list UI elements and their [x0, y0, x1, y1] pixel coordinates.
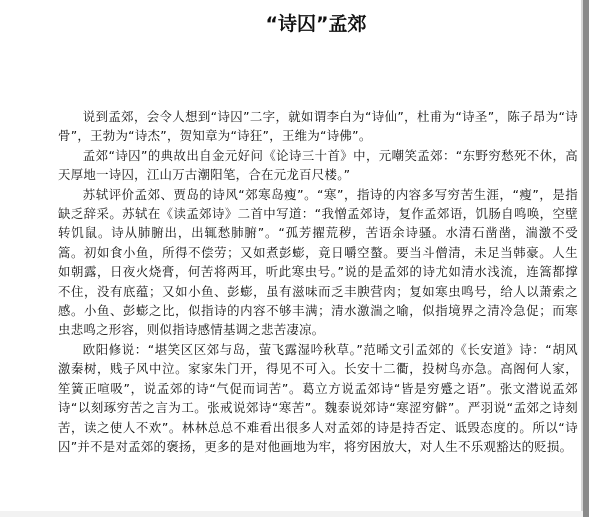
window-edge-border — [583, 0, 589, 517]
document-page — [58, 6, 578, 456]
document-body — [58, 107, 578, 456]
paragraph-intro: 说到孟郊，会令人想到“诗囚”二字，就如谓李白为“诗仙”，杜甫为“诗圣”，陈子昂为“诗骨”，王勃为“诗杰”，贺知章为“诗狂”，王维为“诗佛”。 — [58, 109, 578, 144]
document-title: “诗囚”孟郊 — [265, 13, 367, 35]
paragraph-origin: 孟郊“诗囚”的典故出自金元好问《论诗三十首》中，元嘲笑孟郊：“东野穷愁死不休，高天厚地一诗囚，江山万古潮阳笔，合在元龙百尺楼。” — [58, 147, 578, 183]
paragraph-critics: 欧阳修说：“堪笑区区郊与岛，萤飞露湿吟秋草。”范晞文引孟郊的《长安道》诗：“胡风激秦树，贱子风中泣。家家朱门开，得见不可入。长安十二衢，投树鸟亦急。高阁何人家，笙簧正喧吸”，说孟郊的诗“气促而词苦”。葛立方说孟郊诗“皆是穷蹙之语”。张文潜说孟郊诗“以刻琢穷苦之言为工。张戒说郊诗“寒苦”。魏泰说郊诗“寒涩穷僻”。严羽说“孟郊之诗刻苦，读之使人不欢”。林林总总不难看出很多人对孟郊的诗是持否定、诋毁态度的。所以“诗囚”并不是对孟郊的褒扬，更多的是对他画地为牢，将穷困放大，对人生不乐观豁达的贬损。 — [58, 341, 578, 454]
paragraph-su-shi: 苏轼评价孟郊、贾岛的诗风“郊寒岛瘦”。“寒”，指诗的内容多写穷苦生涯，“瘦”，是指缺乏辞采。苏轼在《读孟郊诗》二首中写道：“我憎孟郊诗，复作孟郊语，饥肠自鸣唤，空壁转饥鼠。诗从肺腑出，出辄愁肺腑”。“孤芳擢荒秽，苦语余诗骚。水清石凿凿，湍激不受篙。初如食小鱼，所得不偿劳；又如煮彭蟛，竟日嚼空螯。要当斗僧清，未足当韩豪。人生如朝露，日夜火烧膏，何苦将两耳，听此寒虫号。”说的是孟郊的诗尤如清水浅流，连篙都撑不住，没有底蕴；又如小鱼、彭蟛，虽有滋味而乏丰腴营肉；复如寒虫鸣号，给人以萧索之感。小鱼、彭蟛之比，似指诗的内容不够丰满；清水激湍之喻，似指境界之清冷急促；而寒虫悲鸣之形容，则似指诗感情基调之悲苦凄凉。 — [58, 186, 578, 338]
bottom-margin-strip — [0, 511, 583, 517]
